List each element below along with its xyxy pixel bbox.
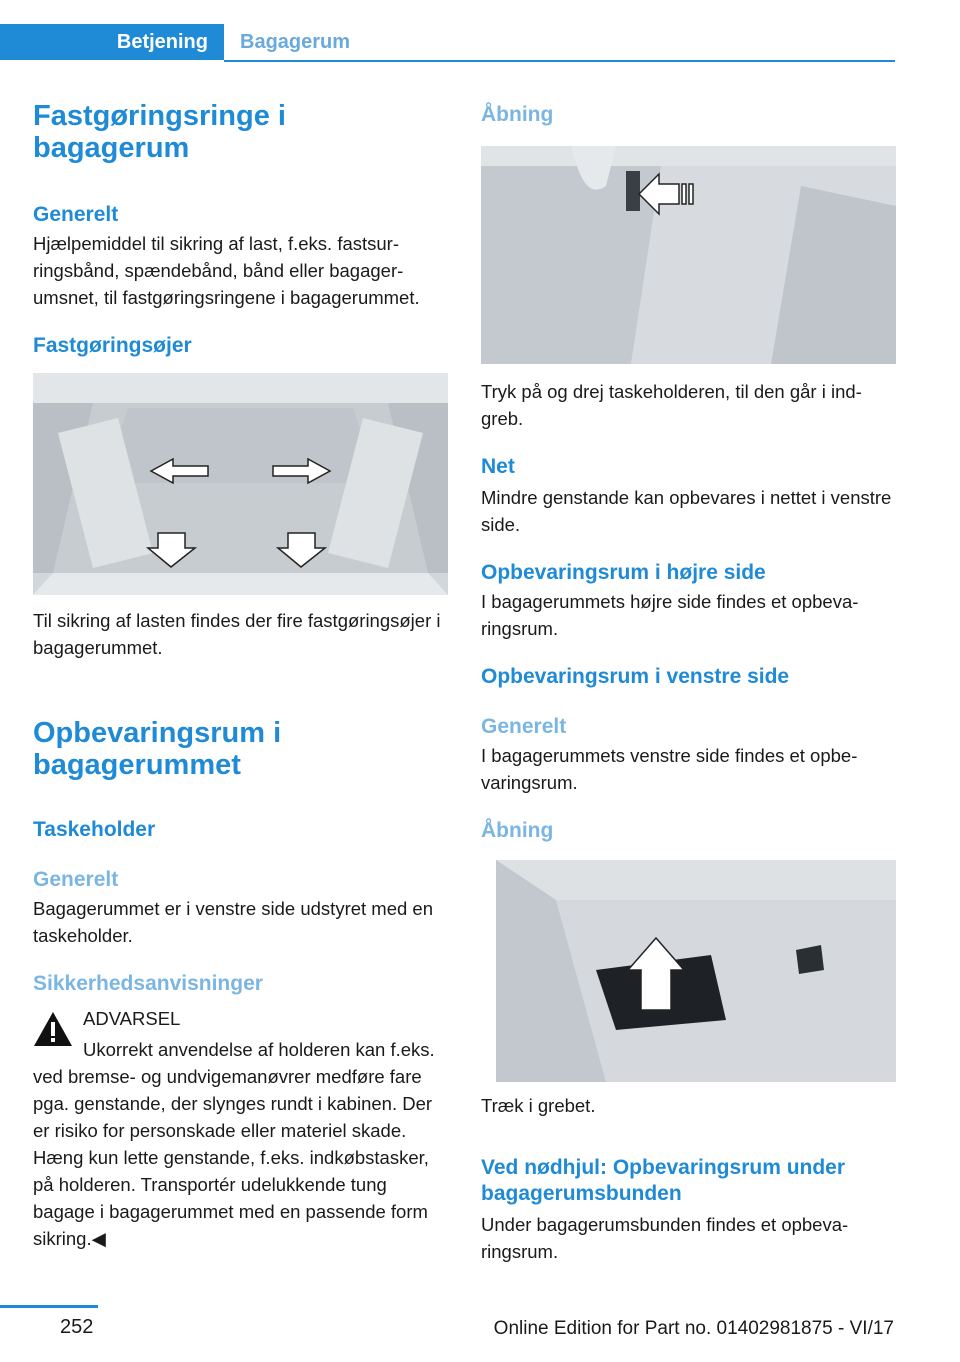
header-rule — [224, 60, 895, 62]
heading-generelt: Generelt — [33, 203, 119, 226]
right-column — [481, 100, 896, 1265]
text-abning-2: Træk i grebet. — [481, 1095, 596, 1116]
heading-hojre-side: Opbevaringsrum i højre side — [481, 561, 766, 584]
text-abning-1: Tryk på og drej taskeholderen, til den går i indgreb. — [481, 381, 862, 429]
text-hojre-side: I bagagerummets højre side findes et opbevaringsrum. — [481, 591, 859, 639]
text-venstre-side: I bagagerummets venstre side findes et opbevaringsrum. — [481, 745, 858, 793]
warning-title: ADVARSEL — [83, 1008, 181, 1029]
heading-fastgoringsringe: Fastgøringsringe i bagagerum — [33, 100, 286, 164]
page-number: 252 — [60, 1316, 94, 1338]
bag-holder-figure — [481, 146, 896, 364]
header-tabbar — [0, 24, 895, 62]
edition-text: Online Edition for Part no. 01402981875 - VI/17 — [493, 1318, 894, 1339]
heading-taskeholder: Taskeholder — [33, 818, 156, 841]
heading-abning-2: Åbning — [481, 819, 554, 842]
left-column — [33, 100, 448, 1252]
text-net: Mindre genstande kan opbevares i nettet i venstre side. — [481, 487, 892, 535]
text-nodhjul: Under bagagerumsbunden findes et opbevaringsrum. — [481, 1214, 849, 1262]
text-fastgoringsojer: Til sikring af lasten findes der fire fastgøringsøjer i bagagerummet. — [33, 610, 441, 658]
heading-sikkerhedsanvisninger: Sikkerhedsanvisninger — [33, 972, 263, 995]
tab-bagagerum[interactable]: Bagagerum — [240, 30, 351, 53]
heading-fastgoringsojer: Fastgøringsøjer — [33, 334, 192, 357]
heading-generelt-taske: Generelt — [33, 868, 119, 891]
warning-block — [33, 1005, 448, 1032]
trunk-figure — [33, 373, 448, 595]
text-taskeholder: Bagagerummet er i venstre side udstyret med en taskeholder. — [33, 898, 433, 946]
heading-opbevaringsrum: Opbevaringsrum i bagagerummet — [33, 717, 282, 781]
warning-text: Ukorrekt anvendelse af holderen kan f.eks. ved bremse- og undvigemanøvrer medføre fare pga. genstande, der slynges rundt i kabinen. Der er risiko for personskade eller materiel skade. Hæng kun lette genstande, f.eks. indkøbstasker, på holderen. Transportér udelukkende tung bagage i bagagerummet med en passende form sikring.◀ — [33, 1039, 435, 1249]
tab-betjening[interactable]: Betjening — [0, 24, 224, 60]
warning-triangle-icon — [33, 1011, 73, 1047]
heading-net: Net — [481, 455, 515, 478]
footer-rule — [0, 1305, 98, 1308]
heading-abning-1: Åbning — [481, 103, 554, 126]
compartment-figure — [496, 860, 896, 1082]
text-generelt: Hjælpemiddel til sikring af last, f.eks. fastsurringsbånd, spændebånd, bånd eller bagagerumsnet, til fastgøringsringene i bagagerummet. — [33, 233, 420, 308]
heading-nodhjul: Ved nødhjul: Opbevaringsrum under bagagerumsbunden — [481, 1156, 846, 1205]
heading-generelt-venstre: Generelt — [481, 715, 567, 738]
heading-venstre-side: Opbevaringsrum i venstre side — [481, 665, 790, 688]
